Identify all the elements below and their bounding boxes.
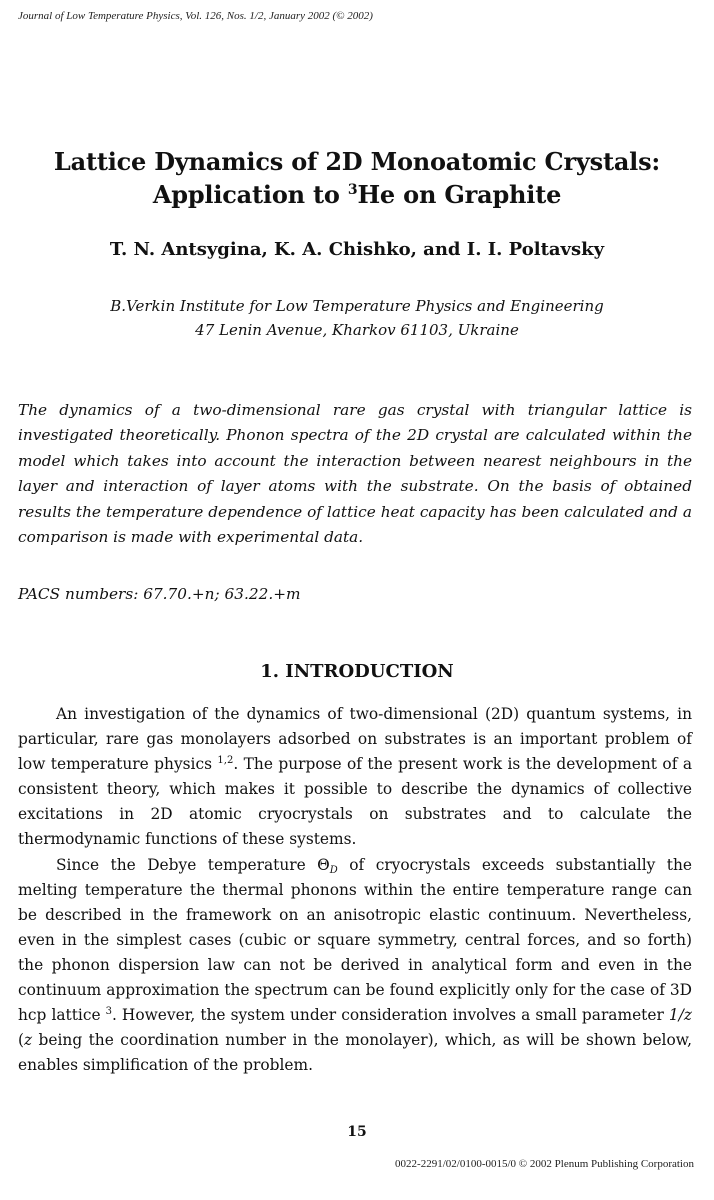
paragraph-2	[18, 853, 692, 1079]
page-number: 15	[347, 1124, 367, 1140]
title-line-2-pre: Application to	[152, 180, 348, 209]
debye-symbol: Θ	[317, 855, 330, 874]
title-line-2-post: He on Graphite	[357, 180, 562, 209]
debye-subscript: D	[329, 864, 338, 876]
author-list: T. N. Antsygina, K. A. Chishko, and I. I. Poltavsky	[109, 239, 605, 260]
journal-header: Journal of Low Temperature Physics, Vol. 126, Nos. 1/2, January 2002 (© 2002)	[18, 10, 373, 22]
paragraph-2-text-b: of cryocrystals exceeds substantially the melting temperature the thermal phonons within the entire temperature range can be described in the framework on an anisotropic elastic continuum. Nevertheless, even in the simplest cases (cubic or square symmetry, central forces, and so forth) the phonon dispersion law can not be derived in analytical form and even in the continuum approximation the spectrum can be found explicitly only for the case of 3D hcp lattice	[18, 855, 692, 1025]
coordination-symbol: z	[24, 1031, 33, 1050]
citation-1-2: 1,2	[217, 755, 234, 767]
affiliation	[0, 294, 714, 342]
paragraph-1	[18, 702, 692, 853]
paragraph-2-text-e: being the coordination number in the monolayer), which, as will be shown below, enables simplification of the problem.	[18, 1031, 692, 1075]
title-line-1: Lattice Dynamics of 2D Monoatomic Crystals:	[53, 147, 661, 176]
affiliation-line-2: 47 Lenin Avenue, Kharkov 61103, Ukraine	[195, 321, 519, 339]
paragraph-1-text-a: An investigation of the dynamics of two-dimensional (2D) quantum systems, in particular, rare gas monolayers adsorbed on substrates is an important problem of low temperature physics	[18, 705, 692, 774]
copyright-line: 0022-2291/02/0100-0015/0 © 2002 Plenum Publishing Corporation	[395, 1158, 694, 1170]
title-isotope-superscript: 3	[347, 182, 358, 198]
abstract: The dynamics of a two-dimensional rare gas crystal with triangular lattice is investigated theoretically. Phonon spectra of the 2D crystal are calculated within the model which takes into account the interaction between nearest neighbours in the layer and interaction of layer atoms with the substrate. On the basis of obtained results the temperature dependence of lattice heat capacity has been calculated and a comparison is made with experimental data.	[18, 401, 692, 547]
title-line-2	[0, 178, 714, 211]
paper-title	[0, 145, 714, 211]
citation-3: 3	[105, 1006, 112, 1018]
paragraph-2-text-d: (	[18, 1031, 25, 1050]
small-parameter: 1/z	[668, 1006, 692, 1025]
pacs-numbers: PACS numbers: 67.70.+n; 63.22.+m	[18, 585, 301, 603]
paragraph-2-text-a: Since the Debye temperature	[56, 855, 318, 874]
body-text	[18, 702, 692, 1078]
paragraph-1-text-b: . The purpose of the present work is the development of a consistent theory, which makes it possible to describe the dynamics of collective excitations in 2D atomic cryocrystals on substrates and to calculate the thermodynamic functions of these systems.	[18, 755, 692, 849]
section-heading: 1. INTRODUCTION	[260, 661, 454, 682]
affiliation-line-1: B.Verkin Institute for Low Temperature Physics and Engineering	[110, 297, 604, 315]
paragraph-2-text-c: . However, the system under consideration involves a small parameter	[111, 1006, 669, 1025]
